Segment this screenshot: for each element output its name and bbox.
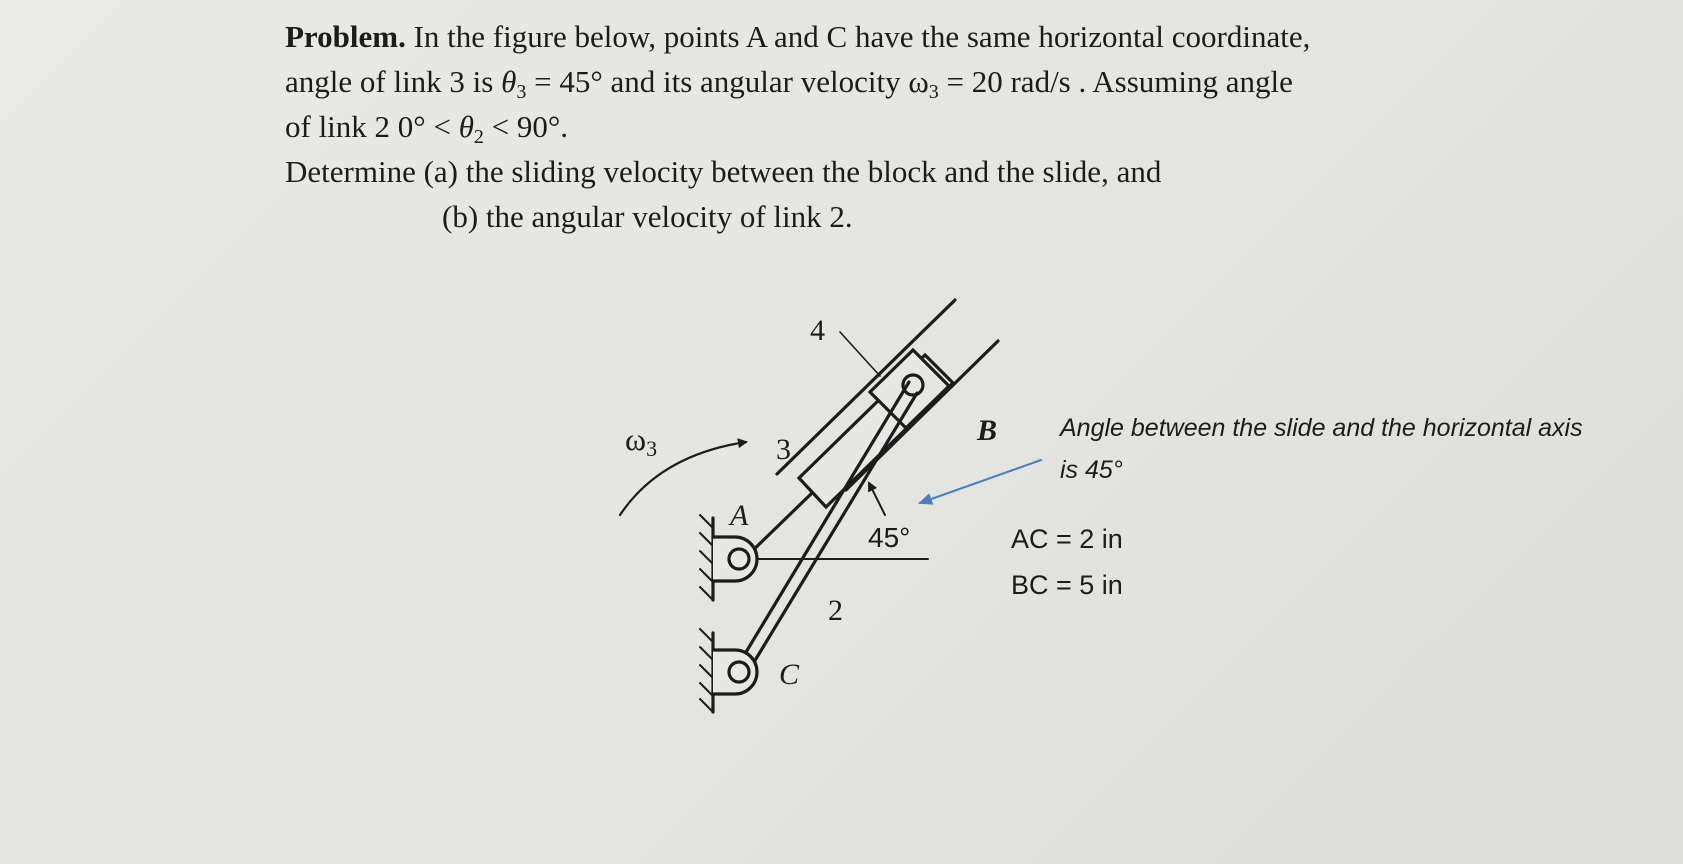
- pivot-A-ground: [700, 515, 757, 600]
- angle-45-arrow: [869, 483, 885, 515]
- link3-arm: [747, 493, 812, 556]
- dimension-BC: BC = 5 in: [1011, 570, 1123, 600]
- slide-angle-annotation-arrow: [920, 460, 1041, 503]
- problem-line-1: Problem. In the figure below, points A and C have the same horizontal coordinate,: [285, 19, 1311, 54]
- omega3-symbol: ω: [908, 64, 929, 99]
- label-point-B: B: [977, 414, 998, 447]
- problem-line-2: angle of link 3 is $\theta_3 = 45^\circ$ and its angular velocity $\omega_3 = 20$ rad/s . Assuming angle: [285, 64, 1293, 103]
- label-link-3: 3: [776, 433, 791, 466]
- label4-leader: [840, 332, 880, 376]
- label-point-A: A: [730, 499, 749, 532]
- label-link-2: 2: [828, 594, 843, 627]
- theta3-symbol: θ: [501, 64, 517, 99]
- dimension-AC: AC = 2 in: [1011, 524, 1123, 554]
- annotation-line-1: Angle between the slide and the horizontal axis: [1060, 414, 1583, 442]
- label-point-C: C: [779, 658, 800, 691]
- label-angle-45: 45°: [868, 522, 911, 553]
- theta2-symbol: θ: [458, 109, 474, 144]
- problem-heading: Problem.: [285, 19, 406, 54]
- problem-line-4: Determine (a) the sliding velocity between the block and the slide, and: [285, 154, 1162, 189]
- problem-line-5: (b) the angular velocity of link 2.: [442, 199, 853, 234]
- problem-line-3: of link 2 $0^\circ < \theta_2 < 90^\circ$.: [285, 109, 569, 148]
- label-omega: ω3: [625, 421, 658, 461]
- label-link-4: 4: [810, 314, 825, 347]
- annotation-line-2: is 45°: [1060, 456, 1123, 484]
- pivot-C-ground: [700, 629, 757, 712]
